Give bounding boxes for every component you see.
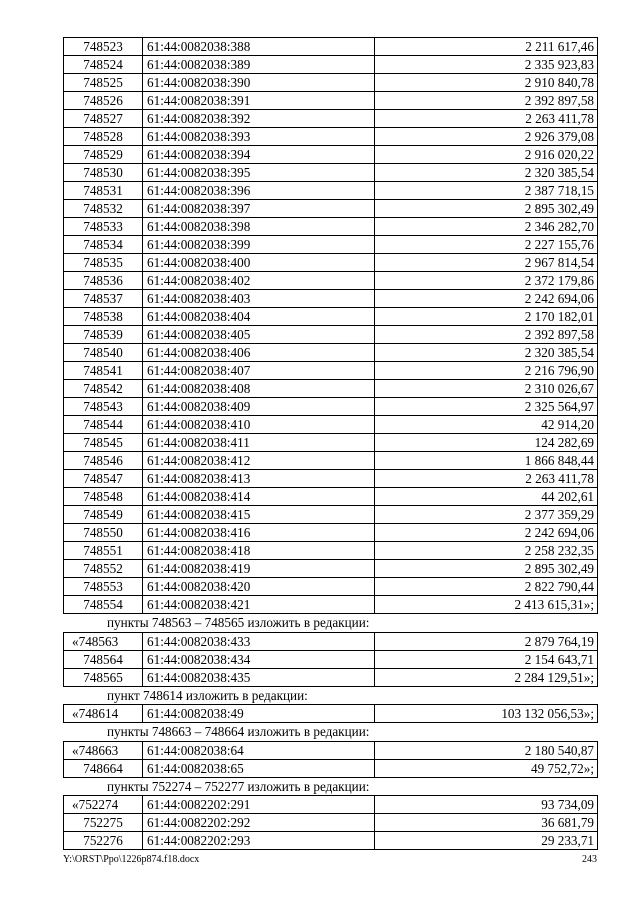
cadastral-number-cell: 61:44:0082038:64 xyxy=(143,741,375,759)
cadastral-number-cell: 61:44:0082202:292 xyxy=(143,814,375,832)
row-number-cell: 748546 xyxy=(64,452,143,470)
cadastral-number-cell: 61:44:0082038:413 xyxy=(143,470,375,488)
row-number-cell: 748545 xyxy=(64,434,143,452)
row-number-cell: 748531 xyxy=(64,182,143,200)
cadastral-number-cell: 61:44:0082038:433 xyxy=(143,632,375,650)
cadastral-value-cell: 2 377 359,29 xyxy=(375,506,598,524)
row-number-cell: 748533 xyxy=(64,218,143,236)
cadastral-number-cell: 61:44:0082038:407 xyxy=(143,362,375,380)
cadastral-value-cell: 49 752,72»; xyxy=(375,759,598,777)
row-number-cell: 748664 xyxy=(64,759,143,777)
table-row xyxy=(64,470,598,488)
row-number-cell: 748548 xyxy=(64,488,143,506)
table-row xyxy=(64,344,598,362)
table-row xyxy=(64,236,598,254)
cadastral-value-table xyxy=(63,704,598,723)
cadastral-value-cell: 2 325 564,97 xyxy=(375,398,598,416)
row-number-cell: 748550 xyxy=(64,524,143,542)
cadastral-number-cell: 61:44:0082202:291 xyxy=(143,796,375,814)
table-row xyxy=(64,832,598,850)
row-number-cell: 748524 xyxy=(64,56,143,74)
cadastral-value-cell: 2 926 379,08 xyxy=(375,128,598,146)
cadastral-value-cell: 2 227 155,76 xyxy=(375,236,598,254)
cadastral-number-cell: 61:44:0082038:415 xyxy=(143,506,375,524)
table-row xyxy=(64,398,598,416)
cadastral-value-cell: 103 132 056,53»; xyxy=(375,705,598,723)
cadastral-value-cell: 2 822 790,44 xyxy=(375,578,598,596)
cadastral-number-cell: 61:44:0082038:396 xyxy=(143,182,375,200)
table-row xyxy=(64,272,598,290)
table-row xyxy=(64,596,598,614)
table-row xyxy=(64,200,598,218)
row-number-cell: 748543 xyxy=(64,398,143,416)
row-number-cell: 748551 xyxy=(64,542,143,560)
cadastral-number-cell: 61:44:0082038:398 xyxy=(143,218,375,236)
row-number-cell: 748565 xyxy=(64,668,143,686)
cadastral-value-cell: 2 392 897,58 xyxy=(375,326,598,344)
table-row xyxy=(64,650,598,668)
table-row xyxy=(64,218,598,236)
row-number-cell: 748542 xyxy=(64,380,143,398)
cadastral-value-cell: 2 320 385,54 xyxy=(375,164,598,182)
table-row xyxy=(64,814,598,832)
amendment-instruction: пункты 752274 – 752277 изложить в редакции: xyxy=(107,778,370,794)
cadastral-number-cell: 61:44:0082038:411 xyxy=(143,434,375,452)
cadastral-value-cell: 2 154 643,71 xyxy=(375,650,598,668)
row-number-cell: 748539 xyxy=(64,326,143,344)
row-number-cell: 748541 xyxy=(64,362,143,380)
table-row xyxy=(64,380,598,398)
table-row xyxy=(64,578,598,596)
row-number-cell: 748530 xyxy=(64,164,143,182)
cadastral-value-cell: 2 910 840,78 xyxy=(375,74,598,92)
table-row xyxy=(64,668,598,686)
table-row xyxy=(64,796,598,814)
footer-page-number: 243 xyxy=(582,854,597,865)
row-number-cell: «752274 xyxy=(64,796,143,814)
cadastral-value-cell: 1 866 848,44 xyxy=(375,452,598,470)
cadastral-number-cell: 61:44:0082038:395 xyxy=(143,164,375,182)
cadastral-number-cell: 61:44:0082038:408 xyxy=(143,380,375,398)
table-row xyxy=(64,542,598,560)
row-number-cell: 748537 xyxy=(64,290,143,308)
cadastral-number-cell: 61:44:0082038:416 xyxy=(143,524,375,542)
cadastral-value-cell: 2 392 897,58 xyxy=(375,92,598,110)
cadastral-value-cell: 2 895 302,49 xyxy=(375,560,598,578)
table-row xyxy=(64,254,598,272)
table-row xyxy=(64,452,598,470)
cadastral-value-cell: 29 233,71 xyxy=(375,832,598,850)
cadastral-number-cell: 61:44:0082038:409 xyxy=(143,398,375,416)
row-number-cell: 748534 xyxy=(64,236,143,254)
cadastral-value-cell: 42 914,20 xyxy=(375,416,598,434)
table-row xyxy=(64,632,598,650)
cadastral-number-cell: 61:44:0082038:65 xyxy=(143,759,375,777)
table-row xyxy=(64,182,598,200)
table-row xyxy=(64,560,598,578)
cadastral-value-cell: 2 211 617,46 xyxy=(375,38,598,56)
row-number-cell: 748538 xyxy=(64,308,143,326)
cadastral-number-cell: 61:44:0082038:397 xyxy=(143,200,375,218)
table-row xyxy=(64,308,598,326)
row-number-cell: 752275 xyxy=(64,814,143,832)
cadastral-value-cell: 2 310 026,67 xyxy=(375,380,598,398)
table-row xyxy=(64,164,598,182)
cadastral-value-cell: 2 387 718,15 xyxy=(375,182,598,200)
cadastral-value-cell: 2 335 923,83 xyxy=(375,56,598,74)
row-number-cell: «748614 xyxy=(64,705,143,723)
cadastral-number-cell: 61:44:0082038:412 xyxy=(143,452,375,470)
row-number-cell: 748549 xyxy=(64,506,143,524)
cadastral-value-cell: 2 242 694,06 xyxy=(375,290,598,308)
table-row xyxy=(64,524,598,542)
row-number-cell: 748527 xyxy=(64,110,143,128)
row-number-cell: 748529 xyxy=(64,146,143,164)
cadastral-number-cell: 61:44:0082038:406 xyxy=(143,344,375,362)
table-row xyxy=(64,326,598,344)
row-number-cell: 748564 xyxy=(64,650,143,668)
row-number-cell: 748540 xyxy=(64,344,143,362)
row-number-cell: 748544 xyxy=(64,416,143,434)
row-number-cell: 748532 xyxy=(64,200,143,218)
cadastral-number-cell: 61:44:0082038:402 xyxy=(143,272,375,290)
row-number-cell: 748525 xyxy=(64,74,143,92)
amendment-instruction: пункты 748663 – 748664 изложить в редакции: xyxy=(107,724,370,739)
cadastral-number-cell: 61:44:0082038:399 xyxy=(143,236,375,254)
cadastral-value-cell: 93 734,09 xyxy=(375,796,598,814)
cadastral-value-cell: 2 413 615,31»; xyxy=(375,596,598,614)
cadastral-number-cell: 61:44:0082038:389 xyxy=(143,56,375,74)
cadastral-value-cell: 2 242 694,06 xyxy=(375,524,598,542)
cadastral-number-cell: 61:44:0082038:388 xyxy=(143,38,375,56)
table-row xyxy=(64,705,598,723)
row-number-cell: 752276 xyxy=(64,832,143,850)
cadastral-value-cell: 2 216 796,90 xyxy=(375,362,598,380)
cadastral-number-cell: 61:44:0082038:405 xyxy=(143,326,375,344)
cadastral-number-cell: 61:44:0082038:390 xyxy=(143,74,375,92)
table-row xyxy=(64,488,598,506)
table-row xyxy=(64,290,598,308)
cadastral-value-cell: 2 180 540,87 xyxy=(375,741,598,759)
row-number-cell: 748523 xyxy=(64,38,143,56)
cadastral-value-cell: 2 258 232,35 xyxy=(375,542,598,560)
footer-file-path: Y:\ORST\Ppo\1226p874.f18.docx xyxy=(63,854,200,865)
cadastral-number-cell: 61:44:0082038:420 xyxy=(143,578,375,596)
table-row xyxy=(64,56,598,74)
page-footer xyxy=(63,854,597,865)
cadastral-number-cell: 61:44:0082202:293 xyxy=(143,832,375,850)
cadastral-value-cell: 2 263 411,78 xyxy=(375,110,598,128)
cadastral-number-cell: 61:44:0082038:414 xyxy=(143,488,375,506)
cadastral-value-table xyxy=(63,37,598,614)
cadastral-value-cell: 2 895 302,49 xyxy=(375,200,598,218)
table-row xyxy=(64,416,598,434)
cadastral-number-cell: 61:44:0082038:403 xyxy=(143,290,375,308)
table-row xyxy=(64,759,598,777)
table-row xyxy=(64,434,598,452)
cadastral-number-cell: 61:44:0082038:404 xyxy=(143,308,375,326)
cadastral-value-cell: 2 320 385,54 xyxy=(375,344,598,362)
row-number-cell: 748547 xyxy=(64,470,143,488)
cadastral-value-table xyxy=(63,795,598,850)
cadastral-number-cell: 61:44:0082038:400 xyxy=(143,254,375,272)
amendment-instruction: пункты 748563 – 748565 изложить в редакции: xyxy=(107,615,370,630)
cadastral-value-table xyxy=(63,741,598,778)
cadastral-number-cell: 61:44:0082038:410 xyxy=(143,416,375,434)
cadastral-value-cell: 2 967 814,54 xyxy=(375,254,598,272)
table-row xyxy=(64,38,598,56)
cadastral-number-cell: 61:44:0082038:391 xyxy=(143,92,375,110)
table-row xyxy=(64,92,598,110)
cadastral-value-cell: 2 170 182,01 xyxy=(375,308,598,326)
table-row xyxy=(64,110,598,128)
row-number-cell: 748528 xyxy=(64,128,143,146)
cadastral-value-table xyxy=(63,632,598,687)
cadastral-value-cell: 2 916 020,22 xyxy=(375,146,598,164)
cadastral-value-cell: 2 263 411,78 xyxy=(375,470,598,488)
cadastral-number-cell: 61:44:0082038:418 xyxy=(143,542,375,560)
cadastral-number-cell: 61:44:0082038:421 xyxy=(143,596,375,614)
cadastral-number-cell: 61:44:0082038:435 xyxy=(143,668,375,686)
cadastral-value-cell: 44 202,61 xyxy=(375,488,598,506)
row-number-cell: «748663 xyxy=(64,741,143,759)
document-page xyxy=(63,37,597,850)
cadastral-number-cell: 61:44:0082038:393 xyxy=(143,128,375,146)
cadastral-number-cell: 61:44:0082038:49 xyxy=(143,705,375,723)
cadastral-value-cell: 2 346 282,70 xyxy=(375,218,598,236)
cadastral-number-cell: 61:44:0082038:394 xyxy=(143,146,375,164)
table-row xyxy=(64,128,598,146)
table-row xyxy=(64,506,598,524)
cadastral-number-cell: 61:44:0082038:419 xyxy=(143,560,375,578)
table-row xyxy=(64,146,598,164)
cadastral-number-cell: 61:44:0082038:392 xyxy=(143,110,375,128)
table-row xyxy=(64,741,598,759)
amendment-instruction: пункт 748614 изложить в редакции: xyxy=(107,687,308,703)
row-number-cell: 748552 xyxy=(64,560,143,578)
row-number-cell: «748563 xyxy=(64,632,143,650)
row-number-cell: 748535 xyxy=(64,254,143,272)
table-row xyxy=(64,362,598,380)
cadastral-value-cell: 36 681,79 xyxy=(375,814,598,832)
cadastral-number-cell: 61:44:0082038:434 xyxy=(143,650,375,668)
cadastral-value-cell: 124 282,69 xyxy=(375,434,598,452)
cadastral-value-cell: 2 284 129,51»; xyxy=(375,668,598,686)
cadastral-value-cell: 2 372 179,86 xyxy=(375,272,598,290)
cadastral-value-cell: 2 879 764,19 xyxy=(375,632,598,650)
row-number-cell: 748554 xyxy=(64,596,143,614)
row-number-cell: 748526 xyxy=(64,92,143,110)
row-number-cell: 748536 xyxy=(64,272,143,290)
row-number-cell: 748553 xyxy=(64,578,143,596)
table-row xyxy=(64,74,598,92)
